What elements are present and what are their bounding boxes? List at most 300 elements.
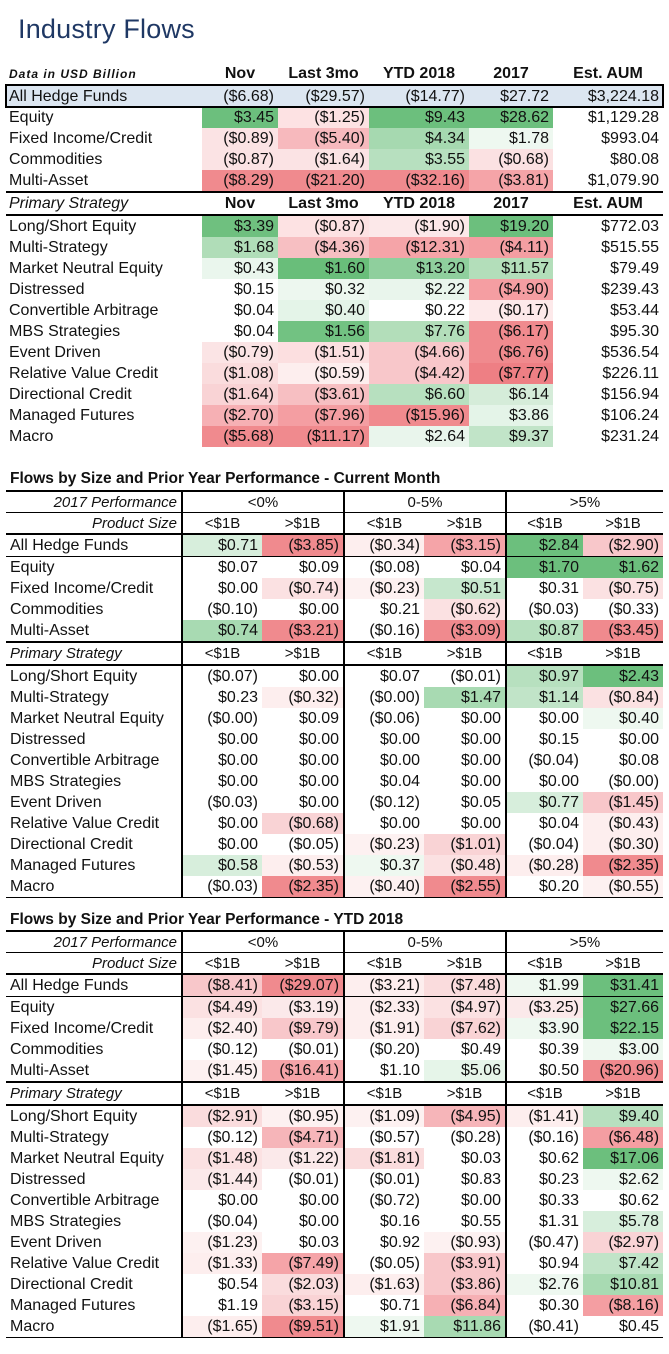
value-cell: $0.97 — [506, 665, 583, 687]
value-cell: ($0.79) — [202, 342, 278, 363]
value-cell: ($29.07) — [262, 974, 344, 997]
size-header: <$1B — [506, 1082, 583, 1105]
value-cell: ($9.51) — [262, 1316, 344, 1338]
value-cell: $28.62 — [469, 107, 553, 128]
size-header: <$1B — [344, 953, 424, 975]
value-cell: $0.04 — [344, 771, 424, 792]
table-row — [6, 834, 663, 855]
row-label: Commodities — [10, 600, 104, 618]
value-cell: ($0.28) — [424, 1127, 506, 1148]
unit-label: Data in USD Billion — [9, 66, 137, 81]
value-cell: ($0.16) — [506, 1127, 583, 1148]
value-cell: ($3.19) — [262, 997, 344, 1019]
value-cell: $0.00 — [262, 792, 344, 813]
value-cell: $0.00 — [182, 834, 262, 855]
column-header: YTD 2018 — [382, 194, 456, 212]
table-row — [6, 342, 663, 363]
value-cell: ($1.81) — [344, 1148, 424, 1169]
value-cell: ($0.10) — [182, 599, 262, 620]
value-cell: ($0.34) — [344, 534, 424, 557]
value-cell: $0.62 — [506, 1148, 583, 1169]
value-cell: ($0.33) — [583, 599, 663, 620]
row-label: MBS Strategies — [9, 322, 121, 340]
value-cell: $7.42 — [583, 1253, 663, 1274]
value-cell: $0.00 — [262, 729, 344, 750]
column-header: 2017 — [493, 64, 529, 82]
value-cell: $0.45 — [583, 1316, 663, 1338]
value-cell: $1.56 — [278, 321, 369, 342]
value-cell: ($1.64) — [278, 149, 369, 170]
current-month-size-table — [6, 490, 663, 898]
row-label: Macro — [6, 1316, 182, 1338]
value-cell: ($0.89) — [202, 128, 278, 149]
ytd-section-title: Flows by Size and Prior Year Performance - YTD 2018 — [10, 911, 404, 928]
value-cell: ($0.00) — [583, 771, 663, 792]
value-cell: ($0.68) — [469, 149, 553, 170]
column-header: Last 3mo — [288, 194, 359, 212]
table-row — [6, 708, 663, 729]
value-cell: ($7.62) — [424, 1018, 506, 1039]
value-cell: ($0.68) — [262, 813, 344, 834]
primary-strategy-label: Primary Strategy — [10, 1085, 122, 1102]
value-cell: $2.43 — [583, 665, 663, 687]
row-label: Distressed — [10, 1170, 86, 1188]
value-cell: ($0.47) — [506, 1232, 583, 1253]
value-cell: $0.71 — [344, 1295, 424, 1316]
value-cell: $79.49 — [553, 258, 663, 279]
value-cell: ($0.08) — [344, 557, 424, 579]
value-cell: ($6.17) — [469, 321, 553, 342]
value-cell: $0.71 — [182, 534, 262, 557]
row-label: Equity — [10, 998, 55, 1016]
value-cell: $0.08 — [583, 750, 663, 771]
value-cell: $0.03 — [262, 1232, 344, 1253]
product-size-label: Product Size — [91, 954, 177, 972]
value-cell: $0.09 — [262, 708, 344, 729]
column-header: YTD 2018 — [382, 64, 456, 82]
value-cell: ($3.61) — [278, 384, 369, 405]
value-cell: $231.24 — [553, 426, 663, 447]
row-label: Macro — [9, 427, 54, 445]
value-cell: $22.15 — [583, 1018, 663, 1039]
value-cell: $0.92 — [344, 1232, 424, 1253]
value-cell: ($3.25) — [506, 997, 583, 1019]
table-row — [6, 1105, 663, 1127]
value-cell: $0.16 — [344, 1211, 424, 1232]
value-cell: $0.20 — [506, 876, 583, 898]
value-cell: ($3.21) — [344, 974, 424, 997]
value-cell: $19.20 — [469, 215, 553, 237]
size-header: >$1B — [605, 1085, 641, 1102]
value-cell: ($8.29) — [202, 170, 278, 192]
table-row — [6, 128, 663, 149]
table-row — [6, 997, 663, 1019]
value-cell: ($4.49) — [182, 997, 262, 1019]
value-cell: ($0.95) — [262, 1105, 344, 1127]
performance-group-header: >5% — [506, 931, 663, 953]
value-cell: ($1.51) — [278, 342, 369, 363]
table-row — [6, 1127, 663, 1148]
size-header: >$1B — [605, 645, 641, 662]
value-cell: $0.62 — [583, 1190, 663, 1211]
value-cell: ($1.01) — [424, 834, 506, 855]
table-row — [6, 792, 663, 813]
value-cell: ($0.48) — [424, 855, 506, 876]
value-cell: $3.00 — [583, 1039, 663, 1060]
value-cell: ($3.91) — [424, 1253, 506, 1274]
value-cell: ($2.03) — [262, 1274, 344, 1295]
value-cell: $11.57 — [469, 258, 553, 279]
table-row — [6, 426, 663, 447]
value-cell: ($0.23) — [344, 578, 424, 599]
value-cell: ($0.05) — [262, 834, 344, 855]
value-cell: $0.00 — [182, 729, 262, 750]
table-row — [6, 1060, 663, 1082]
value-cell: ($5.68) — [202, 426, 278, 447]
value-cell: $31.41 — [583, 974, 663, 997]
value-cell: ($0.04) — [506, 750, 583, 771]
row-label: Managed Futures — [9, 406, 135, 424]
row-label: Multi-Strategy — [9, 238, 108, 256]
size-header: <$1B — [344, 513, 424, 535]
value-cell: ($0.12) — [182, 1039, 262, 1060]
value-cell: ($0.43) — [583, 813, 663, 834]
value-cell: ($2.70) — [202, 405, 278, 426]
table-row — [6, 1148, 663, 1169]
value-cell: $0.00 — [424, 750, 506, 771]
value-cell: ($12.31) — [369, 237, 469, 258]
primary-strategy-header-row — [6, 642, 663, 665]
size-header: >$1B — [446, 514, 483, 532]
table-row — [6, 107, 663, 128]
row-label: Convertible Arbitrage — [10, 1191, 160, 1209]
row-label: Convertible Arbitrage — [10, 751, 160, 769]
value-cell: ($0.23) — [344, 834, 424, 855]
value-cell: $226.11 — [553, 363, 663, 384]
value-cell: $0.00 — [506, 708, 583, 729]
value-cell: ($1.41) — [506, 1105, 583, 1127]
table-row — [6, 215, 663, 237]
row-label: Directional Credit — [10, 835, 133, 853]
table-row — [6, 557, 663, 579]
row-label: Market Neutral Equity — [10, 1149, 164, 1167]
value-cell: $2.76 — [506, 1274, 583, 1295]
value-cell: ($7.96) — [278, 405, 369, 426]
value-cell: $0.00 — [424, 1190, 506, 1211]
table-row — [6, 1039, 663, 1060]
value-cell: ($1.90) — [369, 215, 469, 237]
value-cell: $993.04 — [553, 128, 663, 149]
value-cell: ($6.68) — [202, 85, 278, 107]
table-row — [6, 1295, 663, 1316]
value-cell: $106.24 — [553, 405, 663, 426]
value-cell: $1,079.90 — [553, 170, 663, 192]
row-label: All Hedge Funds — [6, 534, 182, 557]
value-cell: ($2.55) — [424, 876, 506, 898]
column-header: Last 3mo — [288, 64, 359, 82]
size-header: <$1B — [344, 1082, 424, 1105]
value-cell: $6.60 — [369, 384, 469, 405]
value-cell: ($0.17) — [469, 300, 553, 321]
table-row — [6, 729, 663, 750]
column-header: Est. AUM — [573, 194, 643, 212]
performance-header-row — [6, 931, 663, 953]
value-cell: ($1.64) — [202, 384, 278, 405]
value-cell: $536.54 — [553, 342, 663, 363]
size-header: >$1B — [284, 1085, 321, 1102]
value-cell: $9.43 — [369, 107, 469, 128]
value-cell: $0.33 — [506, 1190, 583, 1211]
column-header: Est. AUM — [573, 64, 643, 82]
value-cell: ($3.81) — [469, 170, 553, 192]
value-cell: ($2.33) — [344, 997, 424, 1019]
primary-strategy-header-row — [6, 192, 663, 215]
value-cell: $2.84 — [506, 534, 583, 557]
table-row — [6, 258, 663, 279]
value-cell: $1.62 — [583, 557, 663, 579]
value-cell: $0.37 — [344, 855, 424, 876]
table-row — [6, 384, 663, 405]
value-cell: ($0.59) — [278, 363, 369, 384]
row-label: Fixed Income/Credit — [10, 1019, 154, 1037]
value-cell: ($3.86) — [424, 1274, 506, 1295]
value-cell: $0.21 — [344, 599, 424, 620]
size-header: <$1B — [182, 642, 262, 665]
value-cell: $0.04 — [202, 300, 278, 321]
value-cell: $1.19 — [182, 1295, 262, 1316]
value-cell: $0.40 — [278, 300, 369, 321]
value-cell: ($0.84) — [583, 687, 663, 708]
row-label: All Hedge Funds — [6, 974, 182, 997]
value-cell: ($0.20) — [344, 1039, 424, 1060]
value-cell: $0.05 — [424, 792, 506, 813]
table-row — [6, 279, 663, 300]
table-row — [6, 813, 663, 834]
value-cell: $772.03 — [553, 215, 663, 237]
value-cell: ($4.11) — [469, 237, 553, 258]
size-header: <$1B — [182, 513, 262, 535]
ytd-size-table — [6, 930, 663, 1338]
value-cell: ($1.48) — [182, 1148, 262, 1169]
performance-header-row — [6, 491, 663, 513]
value-cell: $0.00 — [344, 813, 424, 834]
value-cell: $0.00 — [344, 750, 424, 771]
size-header: <$1B — [344, 642, 424, 665]
value-cell: ($0.74) — [262, 578, 344, 599]
row-label: Fixed Income/Credit — [10, 579, 154, 597]
value-cell: $0.04 — [202, 321, 278, 342]
table-row — [6, 300, 663, 321]
row-label: Relative Value Credit — [9, 364, 159, 382]
value-cell: $3.39 — [202, 215, 278, 237]
product-size-label: Product Size — [91, 514, 177, 532]
size-header: >$1B — [605, 514, 641, 532]
value-cell: $1.99 — [506, 974, 583, 997]
table-row — [6, 750, 663, 771]
row-label: Event Driven — [9, 343, 101, 361]
value-cell: ($4.95) — [424, 1105, 506, 1127]
value-cell: ($1.45) — [583, 792, 663, 813]
size-header: >$1B — [446, 954, 483, 972]
value-cell: ($0.41) — [506, 1316, 583, 1338]
table-row — [6, 599, 663, 620]
value-cell: ($29.57) — [278, 85, 369, 107]
table-row — [6, 363, 663, 384]
size-header: >$1B — [446, 645, 483, 662]
value-cell: $0.04 — [506, 813, 583, 834]
value-cell: $1.60 — [278, 258, 369, 279]
value-cell: $3,224.18 — [553, 85, 663, 107]
value-cell: ($0.00) — [344, 687, 424, 708]
row-label: Fixed Income/Credit — [9, 129, 153, 147]
value-cell: $0.04 — [424, 557, 506, 579]
value-cell: $0.30 — [506, 1295, 583, 1316]
industry-flows-table — [6, 63, 663, 447]
value-cell: ($2.97) — [583, 1232, 663, 1253]
row-label: Market Neutral Equity — [9, 259, 163, 277]
value-cell: ($15.96) — [369, 405, 469, 426]
value-cell: ($0.12) — [344, 792, 424, 813]
row-label: Distressed — [10, 730, 86, 748]
value-cell: $0.51 — [424, 578, 506, 599]
value-cell: $3.45 — [202, 107, 278, 128]
row-label: Long/Short Equity — [10, 1107, 138, 1125]
value-cell: $0.00 — [262, 599, 344, 620]
table-row — [6, 578, 663, 599]
value-cell: $80.08 — [553, 149, 663, 170]
value-cell: ($7.49) — [262, 1253, 344, 1274]
value-cell: ($1.44) — [182, 1169, 262, 1190]
value-cell: $0.40 — [583, 708, 663, 729]
row-label: Long/Short Equity — [10, 667, 138, 685]
row-label: Multi-Strategy — [10, 688, 109, 706]
value-cell: $0.58 — [182, 855, 262, 876]
size-header: >$1B — [446, 1085, 483, 1102]
size-header: <$1B — [506, 642, 583, 665]
value-cell: ($16.41) — [262, 1060, 344, 1082]
value-cell: $0.31 — [506, 578, 583, 599]
value-cell: ($1.45) — [182, 1060, 262, 1082]
value-cell: $0.49 — [424, 1039, 506, 1060]
value-cell: $2.64 — [369, 426, 469, 447]
table-row — [6, 170, 663, 192]
value-cell: ($1.23) — [182, 1232, 262, 1253]
row-label: Event Driven — [10, 793, 102, 811]
table-row — [6, 1253, 663, 1274]
value-cell: ($3.85) — [262, 534, 344, 557]
all-hedge-funds-row — [6, 85, 663, 107]
value-cell: ($0.06) — [344, 708, 424, 729]
value-cell: ($1.22) — [262, 1148, 344, 1169]
value-cell: $0.87 — [506, 620, 583, 642]
size-header: <$1B — [506, 513, 583, 535]
value-cell: ($1.33) — [182, 1253, 262, 1274]
row-label: Long/Short Equity — [9, 217, 137, 235]
value-cell: ($0.00) — [182, 708, 262, 729]
value-cell: ($7.77) — [469, 363, 553, 384]
value-cell: ($0.87) — [278, 215, 369, 237]
value-cell: ($14.77) — [369, 85, 469, 107]
row-label: Directional Credit — [10, 1275, 133, 1293]
value-cell: $0.00 — [344, 729, 424, 750]
value-cell: ($0.04) — [506, 834, 583, 855]
row-label: Multi-Asset — [10, 621, 90, 639]
value-cell: $156.94 — [553, 384, 663, 405]
size-header: >$1B — [284, 645, 321, 662]
value-cell: ($0.32) — [262, 687, 344, 708]
table-row — [6, 1211, 663, 1232]
table-row — [6, 321, 663, 342]
value-cell: $0.50 — [506, 1060, 583, 1082]
table-row — [6, 771, 663, 792]
value-cell: $0.94 — [506, 1253, 583, 1274]
value-cell: ($0.01) — [424, 665, 506, 687]
row-label: MBS Strategies — [10, 1212, 122, 1230]
value-cell: $1.78 — [469, 128, 553, 149]
value-cell: ($4.90) — [469, 279, 553, 300]
value-cell: $0.55 — [424, 1211, 506, 1232]
value-cell: $6.14 — [469, 384, 553, 405]
value-cell: $53.44 — [553, 300, 663, 321]
value-cell: $0.23 — [182, 687, 262, 708]
row-label: Market Neutral Equity — [10, 709, 164, 727]
value-cell: $0.03 — [424, 1148, 506, 1169]
value-cell: ($4.66) — [369, 342, 469, 363]
value-cell: $1.31 — [506, 1211, 583, 1232]
column-header: 2017 — [493, 194, 529, 212]
row-label: Multi-Asset — [10, 1061, 90, 1079]
value-cell: $0.00 — [424, 771, 506, 792]
value-cell: $0.43 — [202, 258, 278, 279]
value-cell: ($21.20) — [278, 170, 369, 192]
value-cell: ($0.07) — [182, 665, 262, 687]
value-cell: ($2.35) — [583, 855, 663, 876]
row-label: Distressed — [9, 280, 85, 298]
table-row — [6, 687, 663, 708]
value-cell: $1.68 — [202, 237, 278, 258]
table-row — [6, 1232, 663, 1253]
primary-strategy-label: Primary Strategy — [9, 194, 129, 212]
value-cell: $4.34 — [369, 128, 469, 149]
size-header: >$1B — [284, 954, 321, 972]
value-cell: $95.30 — [553, 321, 663, 342]
value-cell: $0.00 — [262, 1190, 344, 1211]
value-cell: ($1.08) — [202, 363, 278, 384]
row-label: MBS Strategies — [10, 772, 122, 790]
row-label: All Hedge Funds — [6, 85, 202, 107]
value-cell: $0.09 — [262, 557, 344, 579]
header-row — [6, 63, 663, 85]
size-header-row — [6, 513, 663, 535]
value-cell: $0.00 — [262, 771, 344, 792]
value-cell: $0.07 — [344, 665, 424, 687]
value-cell: $5.06 — [424, 1060, 506, 1082]
value-cell: $0.32 — [278, 279, 369, 300]
value-cell: ($3.21) — [262, 620, 344, 642]
table-row — [6, 1190, 663, 1211]
value-cell: $0.07 — [182, 557, 262, 579]
row-label: Event Driven — [10, 1233, 102, 1251]
value-cell: $0.22 — [369, 300, 469, 321]
value-cell: $13.20 — [369, 258, 469, 279]
performance-group-header: <0% — [182, 491, 344, 513]
value-cell: $0.00 — [262, 750, 344, 771]
value-cell: $9.37 — [469, 426, 553, 447]
value-cell: $10.81 — [583, 1274, 663, 1295]
row-label: Equity — [9, 108, 54, 126]
page-title: Industry Flows — [18, 14, 195, 44]
value-cell: ($6.76) — [469, 342, 553, 363]
